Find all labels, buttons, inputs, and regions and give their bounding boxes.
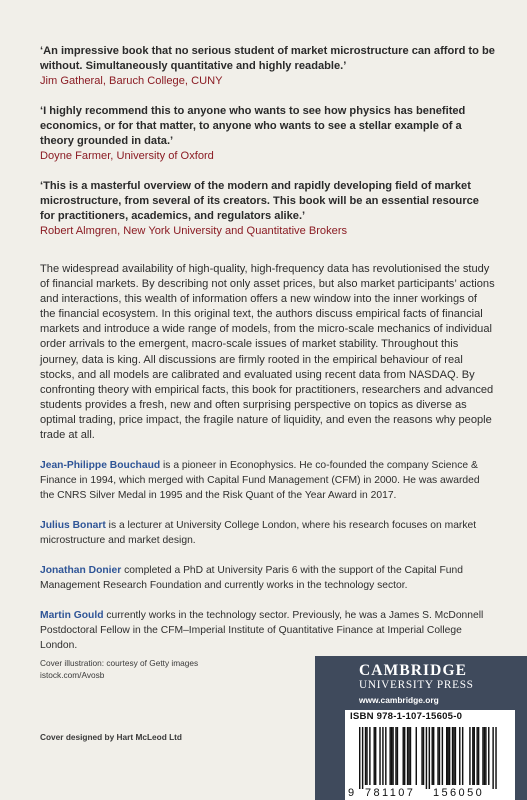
barcode-bar	[359, 727, 360, 789]
author-bio	[40, 458, 495, 503]
barcode-bar	[374, 727, 375, 785]
author-bio	[40, 563, 495, 593]
barcode-bar	[446, 727, 447, 785]
author-bio	[40, 518, 495, 548]
cover-illustration-credit: Cover illustration: courtesy of Getty images istock.com/Avosb	[40, 658, 199, 680]
barcode-bar	[392, 727, 393, 785]
barcode-digit: 9	[348, 787, 355, 799]
barcode-bar	[416, 727, 417, 785]
barcode-bar	[362, 727, 363, 789]
quote-text: ‘This is a masterful overview of the modern and rapidly developing field of market microstructure, from several of its creators. This book will be an essential resource for practitioners, academics, and regulators alike.’	[40, 180, 479, 222]
back-cover-text	[40, 44, 495, 668]
author-bio-text: completed a PhD at University Paris 6 with the support of the Capital Fund Management Research Foundation and currently works in the technology sector.	[40, 565, 463, 592]
publisher-subname: UNIVERSITY PRESS	[359, 679, 474, 691]
barcode-bar	[429, 727, 430, 789]
barcode-bar	[408, 727, 409, 785]
barcode-bar	[495, 727, 496, 789]
author-bio-text: currently works in the technology sector. Previously, he was a James S. McDonnell Postdoctoral Fellow in the CFM–Imperial Institute of Quantitative Finance at Imperial College London.	[40, 610, 484, 652]
endorsement-quote	[40, 44, 495, 89]
barcode-bar	[482, 727, 483, 785]
author-bio	[40, 608, 495, 653]
barcode-bar	[484, 727, 485, 785]
cover-design-credit: Cover designed by Hart McLeod Ltd	[40, 732, 182, 742]
author-name: Julius Bonart	[40, 520, 106, 532]
barcode-bar	[433, 727, 434, 785]
publisher-panel	[315, 656, 527, 800]
barcode-bar	[385, 727, 386, 785]
endorsement-quote	[40, 104, 495, 164]
barcode-bar	[472, 727, 473, 785]
barcode-icon	[345, 725, 515, 800]
barcode-bar	[452, 727, 453, 785]
publisher-name: CAMBRIDGE	[359, 662, 468, 679]
barcode-bar	[421, 727, 422, 785]
author-name: Martin Gould	[40, 610, 104, 622]
barcode-bar	[437, 727, 438, 785]
barcode-bar	[395, 727, 396, 785]
barcode-bar	[462, 727, 463, 785]
barcode-bar	[426, 727, 427, 789]
barcode-bar	[453, 727, 454, 785]
barcode-bar	[485, 727, 486, 785]
endorsement-quote	[40, 179, 495, 239]
quote-text: ‘An impressive book that no serious student of market microstructure can afford to be without. Simultaneously quantitative and highly readable.’	[40, 45, 495, 72]
barcode-bar	[389, 727, 390, 785]
barcode-bar	[404, 727, 405, 785]
barcode-bar	[382, 727, 383, 785]
barcode-bar	[455, 727, 456, 785]
barcode-bar	[423, 727, 424, 785]
barcode	[345, 710, 515, 800]
barcode-bar	[432, 727, 433, 785]
author-bio-text: is a lecturer at University College London, where his research focuses on market microstructure and market design.	[40, 520, 477, 547]
barcode-bar	[407, 727, 408, 785]
barcode-bar	[476, 727, 477, 785]
barcode-bar	[442, 727, 443, 785]
barcode-bar	[439, 727, 440, 785]
barcode-bar	[379, 727, 380, 785]
quote-text: ‘I highly recommend this to anyone who wants to see how physics has benefited economics, or for that matter, to anyone who wants to see a stellar example of a theory grounded in data.’	[40, 105, 466, 147]
barcode-bar	[410, 727, 411, 785]
barcode-bar	[447, 727, 448, 785]
barcode-bar	[488, 727, 489, 785]
publisher-url: www.cambridge.org	[359, 695, 439, 705]
barcode-bar	[478, 727, 479, 785]
barcode-bar	[474, 727, 475, 785]
book-description: The widespread availability of high-quality, high-frequency data has revolutionised the study of financial markets. By describing not only asset prices, but also market participants’ actions and interactions, this wealth of information offers a new window into the inner workings of the financial ecosystem. In this original text, the authors discuss empirical facts of financial markets and introduce a wide range of models, from the micro-scale mechanics of individual order arrivals to the emergent, macro-scale issues of market stability. Throughout this journey, data is king. All discussions are firmly rooted in the empirical behaviour of real stocks, and all models are calibrated and evaluated using recent data from NASDAQ. By confronting theory with empirical facts, this book for practitioners, researchers and advanced students provides a fresh, new and often surprising perspective on topics as diverse as optimal trading, price impact, the fragile nature of liquidity, and even the reasons why people trade at all.	[40, 263, 495, 442]
author-name: Jonathan Donier	[40, 565, 122, 577]
barcode-bar	[403, 727, 404, 785]
barcode-bar	[369, 727, 370, 785]
isbn-label: ISBN 978-1-107-15605-0	[350, 711, 463, 722]
barcode-bar	[365, 727, 366, 785]
barcode-digit: 156050	[433, 787, 485, 799]
author-bio-text: is a pioneer in Econophysics. He co-founded the company Science & Finance in 1994, which merged with Capital Fund Management (CFM) in 2000. He was awarded the CNRS Silver Medal in 1995 and the Risk Quant of the Year Award in 2017.	[40, 460, 480, 502]
barcode-bar	[375, 727, 376, 785]
barcode-bar	[397, 727, 398, 785]
quote-attribution: Robert Almgren, New York University and Quantitative Brokers	[40, 225, 348, 237]
barcode-digit: 781107	[365, 787, 416, 799]
barcode-bar	[366, 727, 367, 785]
quote-attribution: Doyne Farmer, University of Oxford	[40, 150, 214, 162]
quote-attribution: Jim Gatheral, Baruch College, CUNY	[40, 75, 223, 87]
barcode-bar	[459, 727, 460, 785]
barcode-bar	[469, 727, 470, 785]
barcode-bar	[391, 727, 392, 785]
author-name: Jean-Philippe Bouchaud	[40, 460, 161, 472]
barcode-bar	[492, 727, 493, 789]
barcode-bar	[449, 727, 450, 785]
